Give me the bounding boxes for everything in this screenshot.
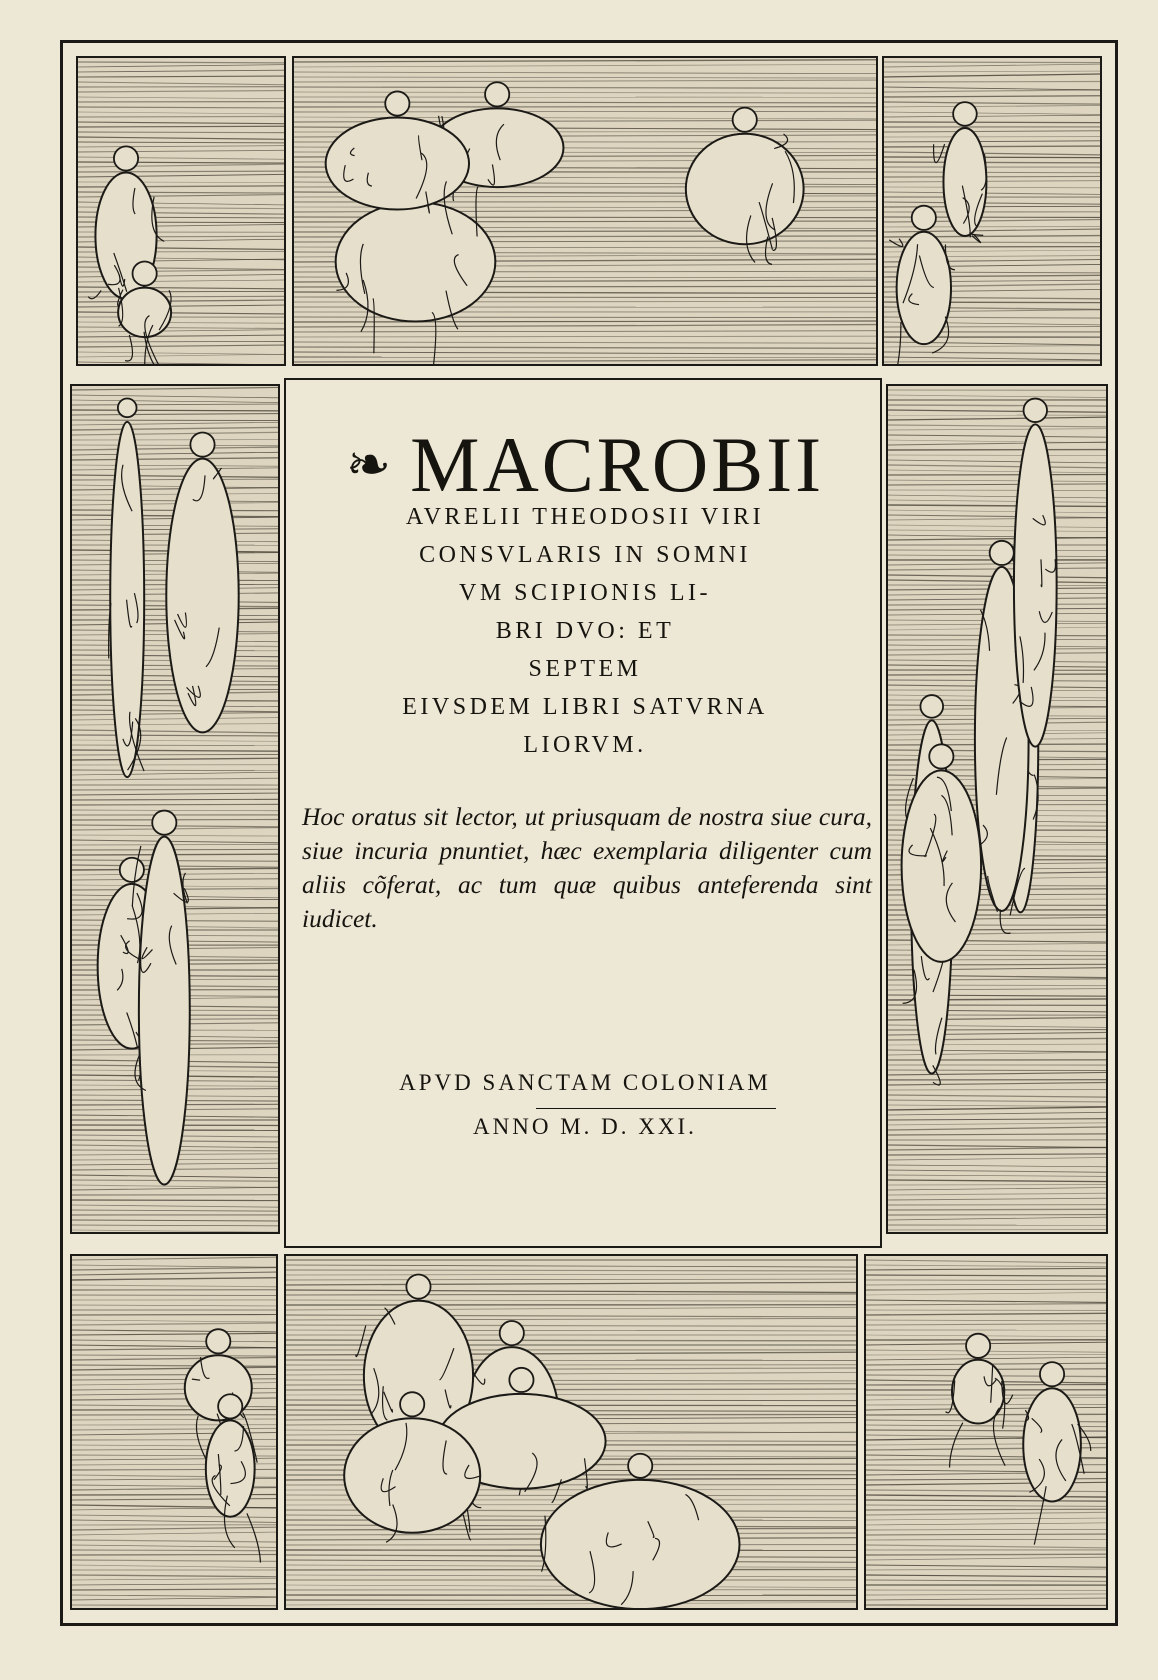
woodcut-architecture [886, 384, 1108, 1234]
subtitle-line-2: CONSVLARIS IN SOMNI [419, 542, 751, 568]
woodcut-evangelist [292, 56, 878, 366]
title-panel [284, 378, 882, 1248]
imprint-line-2: ANNO M. D. XXI. [473, 1114, 697, 1139]
imprint-rule [536, 1108, 776, 1109]
reader-note: Hoc oratus sit lector, ut priusquam de nostra siue cura, siue incuria pnuntiet, hæc exemplaria diligenter cum aliis cõferat, ac tum quæ quibus anteferenda sint iudicet. [302, 802, 872, 933]
subtitle-line-3: VM SCIPIONIS LI- [458, 580, 711, 606]
woodcut-hatching [294, 58, 876, 364]
woodcut-hatching [286, 1256, 856, 1608]
title-text: MACROBII [410, 421, 825, 508]
woodcut-hatching [72, 1256, 276, 1608]
woodcut-angel-lion [76, 56, 286, 366]
woodcut-hatching [888, 386, 1106, 1232]
woodcut-death-skeleton [70, 384, 280, 1234]
woodcut-hatching [884, 58, 1100, 364]
subtitle-line-1: AVRELII THEODOSII VIRI [405, 504, 765, 530]
subtitle-line-7: LIORVM. [523, 732, 647, 758]
imprint-line-1: APVD SANCTAM COLONIAM [399, 1070, 771, 1095]
subtitle-line-5: SEPTEM [528, 656, 642, 682]
woodcut-hatching [866, 1256, 1106, 1608]
fleuron-icon: ❧ [345, 435, 395, 495]
woodcut-angel-lance [864, 1254, 1108, 1610]
subtitle-line-4: BRI DVO: ET [495, 618, 675, 644]
woodcut-hatching [72, 386, 278, 1232]
woodcut-angel-cross [70, 1254, 278, 1610]
page-title [286, 420, 884, 510]
woodcut-baptism [284, 1254, 858, 1610]
woodcut-woman-beast [882, 56, 1102, 366]
subtitle-line-6: EIVSDEM LIBRI SATVRNA [402, 694, 768, 720]
woodcut-hatching [78, 58, 284, 364]
